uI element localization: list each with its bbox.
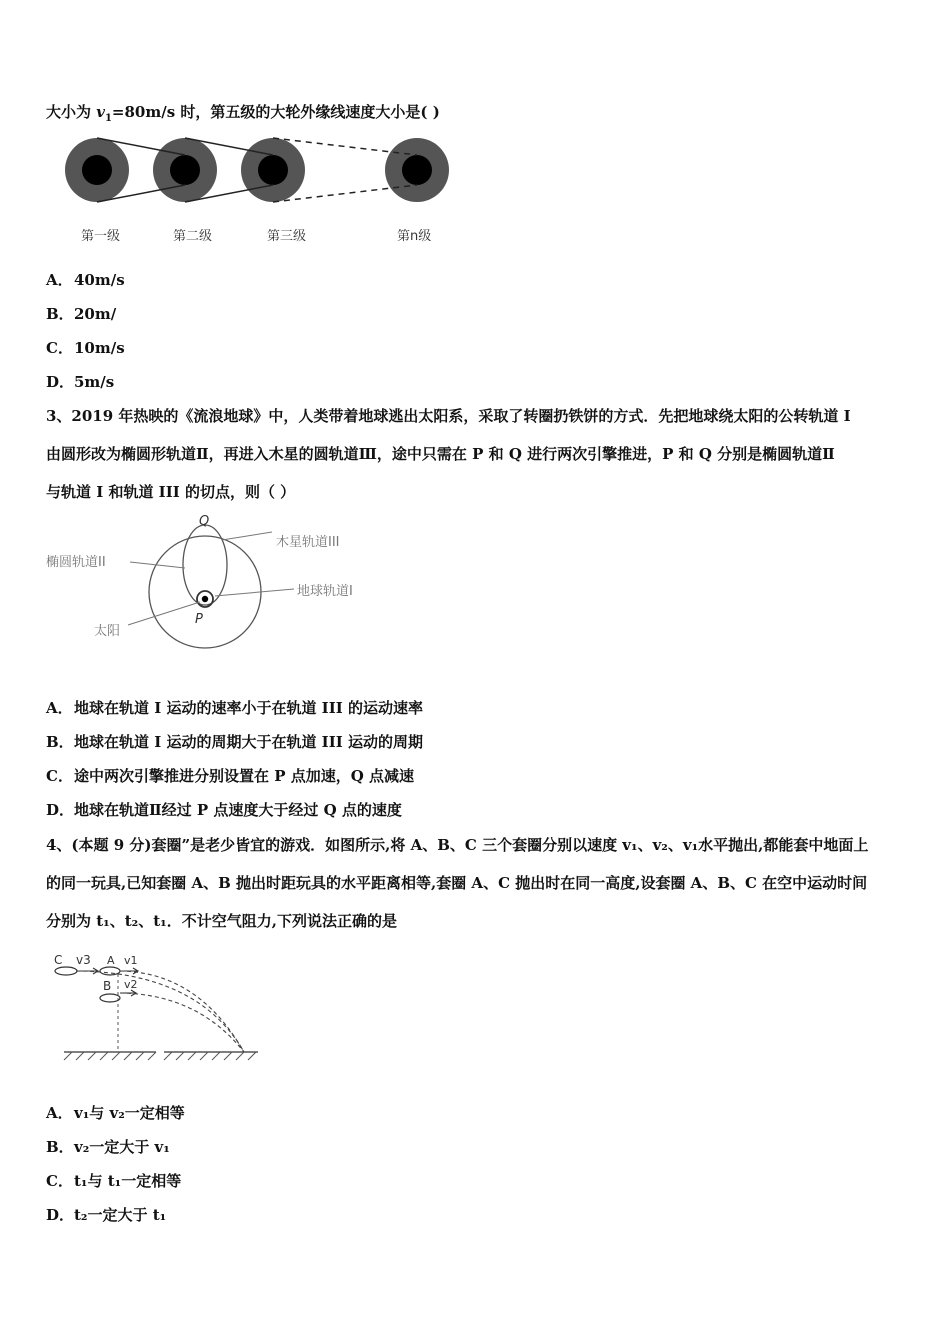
option-text: 10m/s: [74, 339, 125, 357]
option-label: B．: [46, 733, 74, 751]
sun-dot: [202, 596, 208, 602]
q4-stem-line-3: 分别为 t₁、t₂、t₁．不计空气阻力,下列说法正确的是: [46, 912, 397, 930]
ring-c: [55, 967, 77, 975]
pulley-stage-2: [153, 138, 217, 202]
q2-pulley-figure: [55, 132, 455, 252]
ellipse-orbit-label: 椭圆轨道II: [46, 555, 106, 570]
pulley-stage-1: [65, 138, 129, 202]
q3-option-a[interactable]: [46, 698, 423, 718]
option-label: C．: [46, 339, 73, 357]
q4-option-b[interactable]: [46, 1137, 170, 1157]
label-c: C: [54, 953, 63, 967]
q2-stem-a: 大小为: [46, 103, 97, 121]
option-text: 地球在轨道 I 运动的周期大于在轨道 III 运动的周期: [74, 733, 423, 751]
q2-stem-b: =80m/s 时，第五级的大轮外缘线速度大小是( ): [111, 103, 440, 121]
q2-stem-var: v: [96, 103, 105, 121]
point-p-label: P: [195, 612, 203, 627]
label-v2: v2: [124, 978, 138, 991]
ground-hatching: [64, 1052, 256, 1060]
earth-orbit-label: 地球轨道Ⅰ: [297, 584, 353, 599]
q2-option-c[interactable]: [46, 338, 125, 358]
sun-label: 太阳: [94, 624, 121, 639]
option-label: A．: [46, 699, 73, 717]
label-stage-2: 第二级: [173, 229, 213, 244]
jupiter-orbit: [149, 536, 261, 648]
option-label: A．: [46, 271, 73, 289]
option-label: D．: [46, 801, 75, 819]
option-label: A．: [46, 1104, 73, 1122]
option-text: 20m/: [74, 305, 117, 323]
option-text: 地球在轨道 I 运动的速率小于在轨道 III 的运动速率: [74, 699, 423, 717]
option-label: C．: [46, 1172, 73, 1190]
q3-option-b[interactable]: [46, 732, 423, 752]
q3-stem-line-1: 3、2019 年热映的《流浪地球》中，人类带着地球逃出太阳系，采取了转圈扔铁饼的方式．先把地球绕太阳的公转轨道 I: [46, 407, 851, 425]
q2-stem-sub: 1: [104, 113, 112, 124]
q2-stem: [46, 102, 440, 129]
option-text: v₂一定大于 v₁: [74, 1138, 170, 1156]
label-v3: v3: [76, 953, 91, 967]
label-stage-1: 第一级: [81, 229, 121, 244]
option-text: 40m/s: [74, 271, 125, 289]
label-a: A: [107, 954, 115, 967]
option-text: 5m/s: [74, 373, 115, 391]
option-label: D．: [46, 373, 75, 391]
ring-b: [100, 994, 120, 1002]
label-stage-3: 第三级: [267, 229, 307, 244]
pulley-stage-n: [385, 138, 449, 202]
q3-stem-line-2: 由圆形改为椭圆形轨道Ⅱ，再进入木星的圆轨道Ⅲ，途中只需在 P 和 Q 进行两次引擎推进，P 和 Q 分别是椭圆轨道Ⅱ: [46, 445, 835, 463]
pulley-stage-3: [241, 138, 305, 202]
q3-orbit-figure: [40, 510, 400, 670]
label-v1: v1: [124, 954, 138, 967]
option-label: C．: [46, 767, 73, 785]
ring-a: [100, 967, 120, 975]
q4-option-c[interactable]: [46, 1171, 181, 1191]
q4-ring-toss-figure: [48, 948, 268, 1068]
q2-option-b[interactable]: [46, 304, 116, 324]
point-q-label: Q: [199, 514, 210, 529]
q3-stem-line-3: 与轨道 I 和轨道 III 的切点，则（ ）: [46, 483, 296, 501]
label-b: B: [103, 979, 112, 993]
q3-option-c[interactable]: [46, 766, 414, 786]
option-text: t₁与 t₁一定相等: [74, 1172, 182, 1190]
q4-option-d[interactable]: [46, 1205, 166, 1225]
option-label: B．: [46, 1138, 74, 1156]
option-text: 途中两次引擎推进分别设置在 P 点加速，Q 点减速: [74, 767, 415, 785]
option-label: D．: [46, 1206, 75, 1224]
option-text: t₂一定大于 t₁: [74, 1206, 167, 1224]
q2-option-a[interactable]: [46, 270, 125, 290]
ellipse-orbit: [183, 525, 227, 605]
q2-option-d[interactable]: [46, 372, 114, 392]
q3-option-d[interactable]: [46, 800, 402, 820]
option-label: B．: [46, 305, 74, 323]
q4-option-a[interactable]: [46, 1103, 185, 1123]
option-text: 地球在轨道Ⅱ经过 P 点速度大于经过 Q 点的速度: [74, 801, 402, 819]
label-stage-n: 第n级: [397, 229, 432, 244]
q4-stem-line-1: 4、(本题 9 分)套圈”是老少皆宜的游戏．如图所示,将 A、B、C 三个套圈分别以速度 v₁、v₂、v₁水平抛出,都能套中地面上: [46, 836, 869, 854]
jupiter-orbit-label: 木星轨道III: [276, 535, 340, 550]
option-text: v₁与 v₂一定相等: [74, 1104, 185, 1122]
q4-stem-line-2: 的同一玩具,已知套圈 A、B 抛出时距玩具的水平距离相等,套圈 A、C 抛出时在同一高度,设套圈 A、B、C 在空中运动时间: [46, 874, 868, 892]
